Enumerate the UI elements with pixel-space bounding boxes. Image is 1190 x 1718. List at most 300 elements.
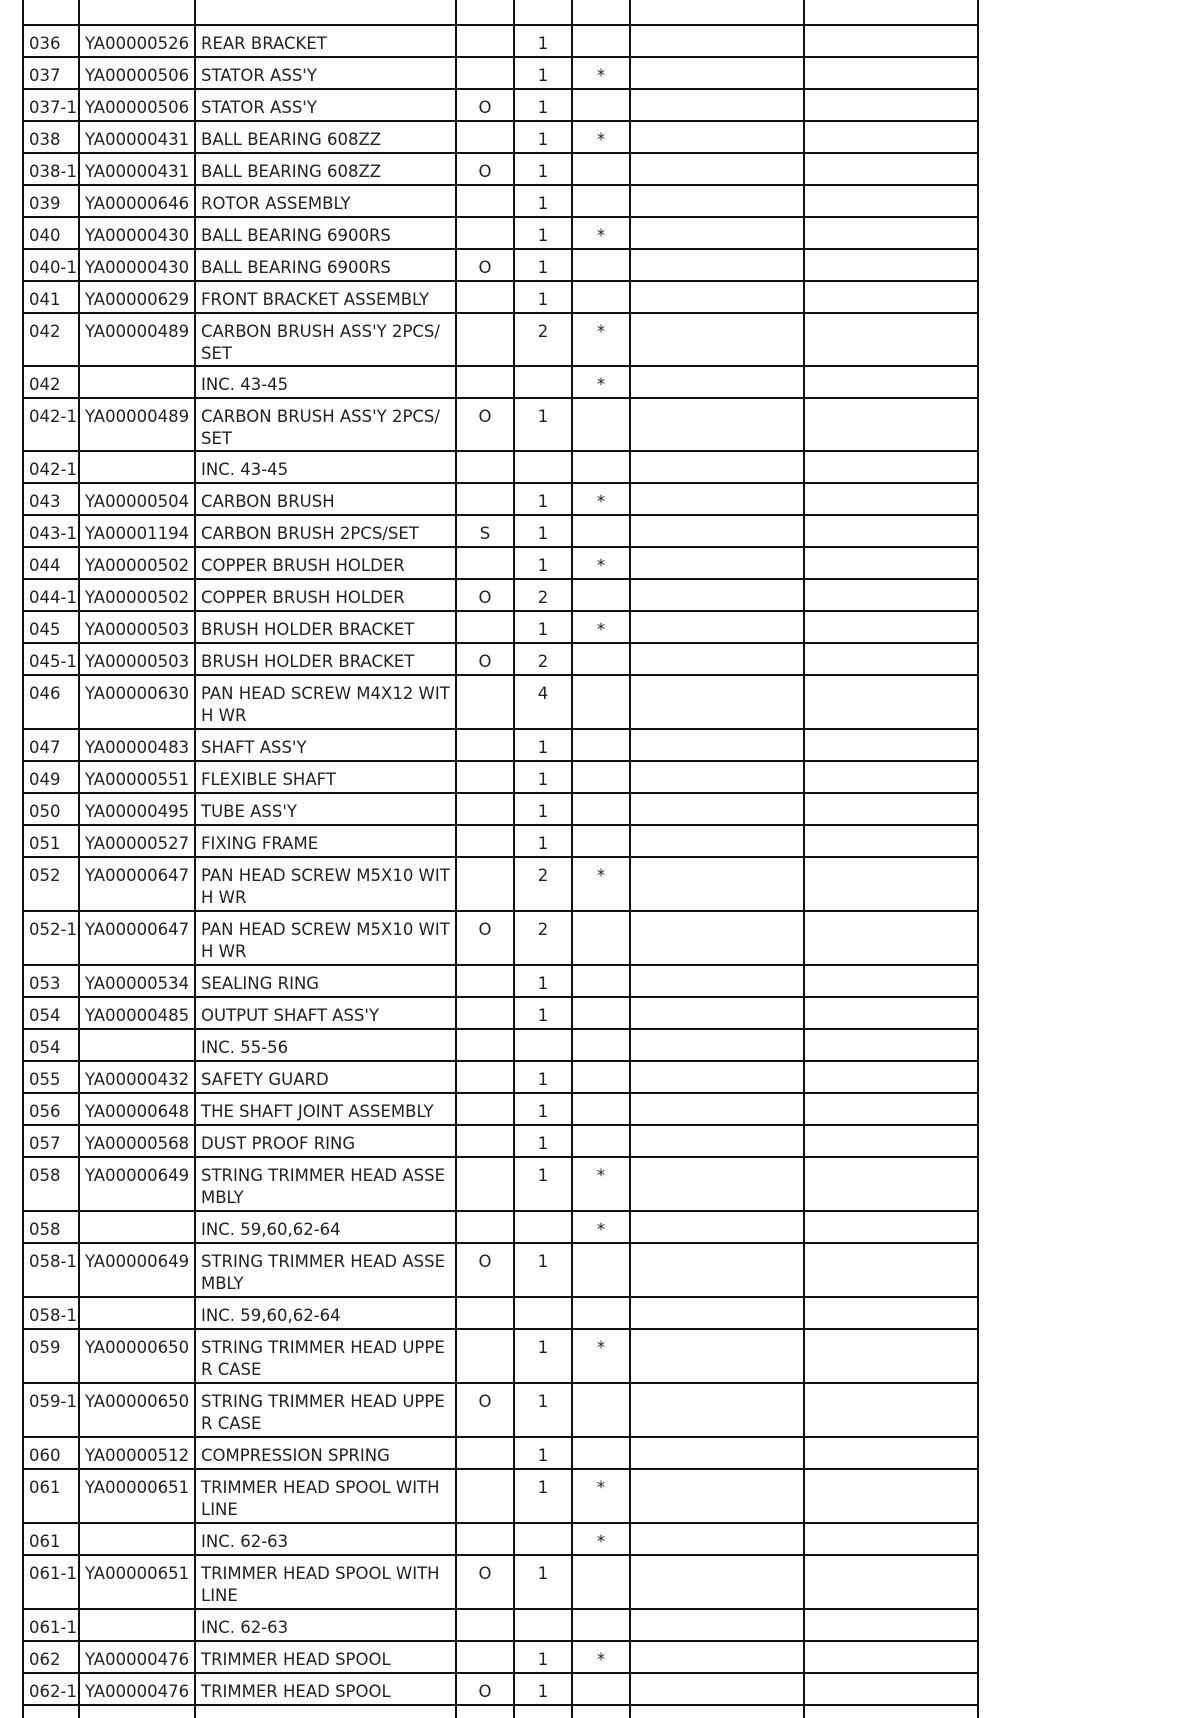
table-row (23, 1211, 978, 1243)
table-row (23, 1243, 978, 1297)
blank-cell (804, 1437, 978, 1469)
mark-cell (572, 729, 630, 761)
blank-cell (630, 547, 804, 579)
part-number-cell: YA00000646 (79, 185, 195, 217)
mark-cell: * (572, 366, 630, 398)
option-code-cell (456, 281, 514, 313)
description-cell: PAN HEAD SCREW M5X10 WITH WR (195, 911, 456, 965)
quantity-cell: 1 (514, 1555, 572, 1609)
option-code-cell: O (456, 1673, 514, 1705)
mark-cell: * (572, 547, 630, 579)
blank-cell (804, 366, 978, 398)
blank-cell (630, 611, 804, 643)
part-number-cell: YA00000651 (79, 1469, 195, 1523)
blank-cell (630, 217, 804, 249)
description-cell: INC. 59,60,62-64 (195, 1297, 456, 1329)
part-number-cell (79, 1523, 195, 1555)
mark-cell (572, 1125, 630, 1157)
blank-cell (804, 1243, 978, 1297)
item-number-cell: 062 (23, 1641, 79, 1673)
blank-cell (804, 1673, 978, 1705)
table-row (23, 25, 978, 57)
mark-cell (572, 185, 630, 217)
item-number-cell: 038 (23, 121, 79, 153)
quantity-cell: 1 (514, 1061, 572, 1093)
table-row (23, 675, 978, 729)
option-code-cell: O (456, 153, 514, 185)
mark-cell: * (572, 857, 630, 911)
item-number-cell: 058-1 (23, 1243, 79, 1297)
blank-cell (630, 911, 804, 965)
mark-cell (572, 89, 630, 121)
item-number-cell: 039 (23, 185, 79, 217)
blank-cell (804, 1383, 978, 1437)
description-cell: COPPER BRUSH HOLDER (195, 579, 456, 611)
mark-cell: * (572, 57, 630, 89)
option-code-cell: O (456, 89, 514, 121)
quantity-cell: 1 (514, 515, 572, 547)
table-row (23, 217, 978, 249)
blank-cell (804, 643, 978, 675)
blank-cell (630, 25, 804, 57)
part-number-cell: YA00000649 (79, 1157, 195, 1211)
description-cell: INC. 62-63 (195, 1609, 456, 1641)
option-code-cell (456, 451, 514, 483)
mark-cell (572, 249, 630, 281)
table-row (23, 281, 978, 313)
parts-table-frame (22, 0, 977, 1718)
quantity-cell (514, 1297, 572, 1329)
blank-cell (804, 1029, 978, 1061)
option-code-cell (456, 483, 514, 515)
blank-cell (630, 313, 804, 366)
blank-cell (630, 1297, 804, 1329)
description-cell: COMPRESSION SPRING (195, 1437, 456, 1469)
option-code-cell (456, 1469, 514, 1523)
blank-cell (630, 57, 804, 89)
quantity-cell (514, 1029, 572, 1061)
blank-cell (804, 121, 978, 153)
blank-cell (804, 611, 978, 643)
mark-cell (572, 281, 630, 313)
description-cell: INC. 43-45 (195, 451, 456, 483)
blank-cell (630, 793, 804, 825)
blank-cell (804, 761, 978, 793)
parts-list-page (22, 0, 977, 1718)
blank-cell (804, 451, 978, 483)
item-number-cell: 040 (23, 217, 79, 249)
mark-cell (572, 1243, 630, 1297)
item-number-cell: 044 (23, 547, 79, 579)
mark-cell: * (572, 1469, 630, 1523)
blank-cell (804, 25, 978, 57)
part-number-cell: YA00000489 (79, 313, 195, 366)
part-number-cell: YA00000503 (79, 643, 195, 675)
option-code-cell: O (456, 1243, 514, 1297)
description-cell: PAN HEAD SCREW M5X10 WITH WR (195, 857, 456, 911)
blank-cell (804, 579, 978, 611)
part-number-cell: YA00000650 (79, 1383, 195, 1437)
part-number-cell: YA00000506 (79, 57, 195, 89)
option-code-cell (456, 366, 514, 398)
mark-cell (572, 153, 630, 185)
quantity-cell: 1 (514, 729, 572, 761)
quantity-cell: 2 (514, 911, 572, 965)
option-code-cell: O (456, 911, 514, 965)
part-number-cell: YA00000506 (79, 89, 195, 121)
part-number-cell (79, 1029, 195, 1061)
item-number-cell: 061 (23, 1469, 79, 1523)
part-number-cell: YA00000568 (79, 1125, 195, 1157)
quantity-cell (514, 1211, 572, 1243)
item-number-cell: 054 (23, 997, 79, 1029)
blank-cell (630, 1093, 804, 1125)
part-number-cell: YA00000629 (79, 281, 195, 313)
column-rule (803, 0, 805, 24)
part-number-cell: YA00000651 (79, 1555, 195, 1609)
item-number-cell: 037-1 (23, 89, 79, 121)
option-code-cell (456, 1029, 514, 1061)
item-number-cell: 044-1 (23, 579, 79, 611)
table-row (23, 483, 978, 515)
mark-cell: * (572, 1157, 630, 1211)
blank-cell (630, 579, 804, 611)
option-code-cell: O (456, 643, 514, 675)
blank-cell (804, 89, 978, 121)
option-code-cell: O (456, 1383, 514, 1437)
part-number-cell: YA00000485 (79, 997, 195, 1029)
description-cell: STRING TRIMMER HEAD ASSEMBLY (195, 1243, 456, 1297)
item-number-cell: 060 (23, 1437, 79, 1469)
item-number-cell: 053 (23, 965, 79, 997)
table-row (23, 1555, 978, 1609)
table-row (23, 1297, 978, 1329)
mark-cell (572, 1609, 630, 1641)
blank-cell (630, 1609, 804, 1641)
mark-cell: * (572, 1523, 630, 1555)
blank-cell (630, 1641, 804, 1673)
description-cell: STRING TRIMMER HEAD UPPER CASE (195, 1383, 456, 1437)
item-number-cell: 042 (23, 366, 79, 398)
blank-cell (630, 1383, 804, 1437)
mark-cell: * (572, 1329, 630, 1383)
part-number-cell: YA00000526 (79, 25, 195, 57)
description-cell: STRING TRIMMER HEAD ASSEMBLY (195, 1157, 456, 1211)
quantity-cell: 1 (514, 1383, 572, 1437)
part-number-cell: YA00000431 (79, 153, 195, 185)
option-code-cell (456, 25, 514, 57)
description-cell: BRUSH HOLDER BRACKET (195, 643, 456, 675)
table-row (23, 579, 978, 611)
blank-cell (804, 1211, 978, 1243)
option-code-cell (456, 1093, 514, 1125)
option-code-cell (456, 857, 514, 911)
description-cell: FIXING FRAME (195, 825, 456, 857)
option-code-cell (456, 313, 514, 366)
option-code-cell (456, 121, 514, 153)
blank-cell (804, 911, 978, 965)
blank-cell (804, 965, 978, 997)
item-number-cell: 059-1 (23, 1383, 79, 1437)
table-row (23, 398, 978, 451)
mark-cell (572, 643, 630, 675)
option-code-cell (456, 217, 514, 249)
option-code-cell (456, 729, 514, 761)
option-code-cell: O (456, 249, 514, 281)
table-row (23, 1383, 978, 1437)
description-cell: TRIMMER HEAD SPOOL WITH LINE (195, 1469, 456, 1523)
table-row (23, 997, 978, 1029)
table-row (23, 911, 978, 965)
description-cell: INC. 59,60,62-64 (195, 1211, 456, 1243)
part-number-cell: YA00000430 (79, 217, 195, 249)
mark-cell (572, 793, 630, 825)
description-cell: TRIMMER HEAD SPOOL (195, 1673, 456, 1705)
item-number-cell: 049 (23, 761, 79, 793)
table-row (23, 1329, 978, 1383)
quantity-cell: 1 (514, 793, 572, 825)
description-cell: SAFETY GUARD (195, 1061, 456, 1093)
blank-cell (804, 675, 978, 729)
part-number-cell: YA00000551 (79, 761, 195, 793)
blank-cell (630, 1673, 804, 1705)
column-rule (455, 0, 457, 24)
item-number-cell: 037 (23, 57, 79, 89)
part-number-cell: YA00000512 (79, 1437, 195, 1469)
item-number-cell: 042-1 (23, 451, 79, 483)
description-cell: OUTPUT SHAFT ASS'Y (195, 997, 456, 1029)
table-row (23, 121, 978, 153)
option-code-cell (456, 997, 514, 1029)
item-number-cell: 051 (23, 825, 79, 857)
description-cell: COPPER BRUSH HOLDER (195, 547, 456, 579)
table-row (23, 1061, 978, 1093)
table-row (23, 1609, 978, 1641)
blank-cell (804, 153, 978, 185)
item-number-cell: 038-1 (23, 153, 79, 185)
blank-cell (630, 1555, 804, 1609)
column-rule (194, 1706, 196, 1718)
option-code-cell (456, 1157, 514, 1211)
blank-cell (804, 1555, 978, 1609)
quantity-cell: 1 (514, 217, 572, 249)
mark-cell (572, 451, 630, 483)
option-code-cell (456, 793, 514, 825)
part-number-cell: YA00000527 (79, 825, 195, 857)
table-row (23, 825, 978, 857)
quantity-cell: 1 (514, 761, 572, 793)
table-row (23, 1437, 978, 1469)
item-number-cell: 043 (23, 483, 79, 515)
mark-cell (572, 911, 630, 965)
description-cell: CARBON BRUSH (195, 483, 456, 515)
option-code-cell (456, 825, 514, 857)
blank-cell (804, 825, 978, 857)
item-number-cell: 054 (23, 1029, 79, 1061)
mark-cell (572, 761, 630, 793)
blank-cell (804, 217, 978, 249)
description-cell: FRONT BRACKET ASSEMBLY (195, 281, 456, 313)
quantity-cell: 1 (514, 1469, 572, 1523)
item-number-cell: 042 (23, 313, 79, 366)
quantity-cell: 1 (514, 121, 572, 153)
item-number-cell: 036 (23, 25, 79, 57)
description-cell: BRUSH HOLDER BRACKET (195, 611, 456, 643)
table-row (23, 547, 978, 579)
description-cell: CARBON BRUSH 2PCS/SET (195, 515, 456, 547)
table-row (23, 1157, 978, 1211)
blank-cell (804, 1125, 978, 1157)
mark-cell: * (572, 121, 630, 153)
blank-cell (804, 547, 978, 579)
mark-cell: * (572, 1641, 630, 1673)
quantity-cell: 1 (514, 611, 572, 643)
blank-cell (630, 483, 804, 515)
part-number-cell: YA00000431 (79, 121, 195, 153)
option-code-cell: O (456, 579, 514, 611)
blank-cell (630, 857, 804, 911)
mark-cell (572, 997, 630, 1029)
description-cell: BALL BEARING 6900RS (195, 249, 456, 281)
item-number-cell: 041 (23, 281, 79, 313)
mark-cell (572, 1061, 630, 1093)
mark-cell (572, 965, 630, 997)
description-cell: INC. 62-63 (195, 1523, 456, 1555)
description-cell: STRING TRIMMER HEAD UPPER CASE (195, 1329, 456, 1383)
item-number-cell: 058 (23, 1211, 79, 1243)
description-cell: INC. 43-45 (195, 366, 456, 398)
item-number-cell: 045-1 (23, 643, 79, 675)
blank-cell (804, 313, 978, 366)
blank-cell (804, 1061, 978, 1093)
blank-cell (630, 1437, 804, 1469)
blank-cell (630, 121, 804, 153)
mark-cell: * (572, 217, 630, 249)
option-code-cell: O (456, 1555, 514, 1609)
part-number-cell: YA00000648 (79, 1093, 195, 1125)
part-number-cell: YA00000647 (79, 857, 195, 911)
parts-table (22, 24, 979, 1706)
table-row (23, 793, 978, 825)
blank-cell (804, 729, 978, 761)
blank-cell (630, 153, 804, 185)
blank-cell (630, 1469, 804, 1523)
description-cell: STATOR ASS'Y (195, 57, 456, 89)
quantity-cell: 1 (514, 249, 572, 281)
quantity-cell (514, 366, 572, 398)
table-row (23, 761, 978, 793)
quantity-cell: 1 (514, 1243, 572, 1297)
blank-cell (630, 675, 804, 729)
part-number-cell: YA00000650 (79, 1329, 195, 1383)
table-row (23, 153, 978, 185)
description-cell: TRIMMER HEAD SPOOL WITH LINE (195, 1555, 456, 1609)
description-cell: ROTOR ASSEMBLY (195, 185, 456, 217)
column-rule (571, 0, 573, 24)
table-row (23, 89, 978, 121)
table-row (23, 57, 978, 89)
blank-cell (630, 451, 804, 483)
table-row (23, 965, 978, 997)
quantity-cell: 1 (514, 1641, 572, 1673)
part-number-cell (79, 366, 195, 398)
quantity-cell: 1 (514, 547, 572, 579)
quantity-cell: 1 (514, 398, 572, 451)
blank-cell (804, 483, 978, 515)
table-row (23, 313, 978, 366)
part-number-cell: YA00000502 (79, 579, 195, 611)
option-code-cell (456, 547, 514, 579)
blank-cell (630, 965, 804, 997)
mark-cell (572, 675, 630, 729)
quantity-cell: 1 (514, 965, 572, 997)
item-number-cell: 042-1 (23, 398, 79, 451)
blank-cell (804, 1523, 978, 1555)
mark-cell (572, 25, 630, 57)
column-rule (629, 0, 631, 24)
option-code-cell (456, 57, 514, 89)
quantity-cell: 1 (514, 25, 572, 57)
table-row (23, 643, 978, 675)
option-code-cell (456, 1061, 514, 1093)
part-number-cell: YA00000476 (79, 1641, 195, 1673)
option-code-cell (456, 1329, 514, 1383)
part-number-cell: YA00000476 (79, 1673, 195, 1705)
item-number-cell: 058-1 (23, 1297, 79, 1329)
quantity-cell: 1 (514, 825, 572, 857)
description-cell: BALL BEARING 6900RS (195, 217, 456, 249)
quantity-cell: 1 (514, 1157, 572, 1211)
mark-cell (572, 398, 630, 451)
quantity-cell: 1 (514, 1437, 572, 1469)
quantity-cell: 2 (514, 579, 572, 611)
part-number-cell: YA00000502 (79, 547, 195, 579)
blank-cell (630, 1243, 804, 1297)
item-number-cell: 061-1 (23, 1555, 79, 1609)
table-row (23, 1523, 978, 1555)
blank-cell (630, 729, 804, 761)
table-row (23, 1125, 978, 1157)
description-cell: THE SHAFT JOINT ASSEMBLY (195, 1093, 456, 1125)
option-code-cell (456, 1641, 514, 1673)
blank-cell (804, 857, 978, 911)
part-number-cell: YA00000495 (79, 793, 195, 825)
mark-cell (572, 1437, 630, 1469)
blank-cell (804, 1093, 978, 1125)
table-row (23, 1673, 978, 1705)
quantity-cell: 1 (514, 57, 572, 89)
item-number-cell: 047 (23, 729, 79, 761)
blank-cell (630, 643, 804, 675)
quantity-cell: 1 (514, 997, 572, 1029)
blank-cell (630, 997, 804, 1029)
table-row (23, 1641, 978, 1673)
option-code-cell (456, 1211, 514, 1243)
option-code-cell (456, 1125, 514, 1157)
blank-cell (630, 366, 804, 398)
part-number-cell (79, 1609, 195, 1641)
blank-cell (804, 793, 978, 825)
description-cell: TUBE ASS'Y (195, 793, 456, 825)
item-number-cell: 043-1 (23, 515, 79, 547)
part-number-cell: YA00000649 (79, 1243, 195, 1297)
part-number-cell: YA00001194 (79, 515, 195, 547)
table-row (23, 185, 978, 217)
column-rule (977, 0, 979, 24)
blank-cell (804, 1297, 978, 1329)
item-number-cell: 061-1 (23, 1609, 79, 1641)
blank-cell (630, 825, 804, 857)
